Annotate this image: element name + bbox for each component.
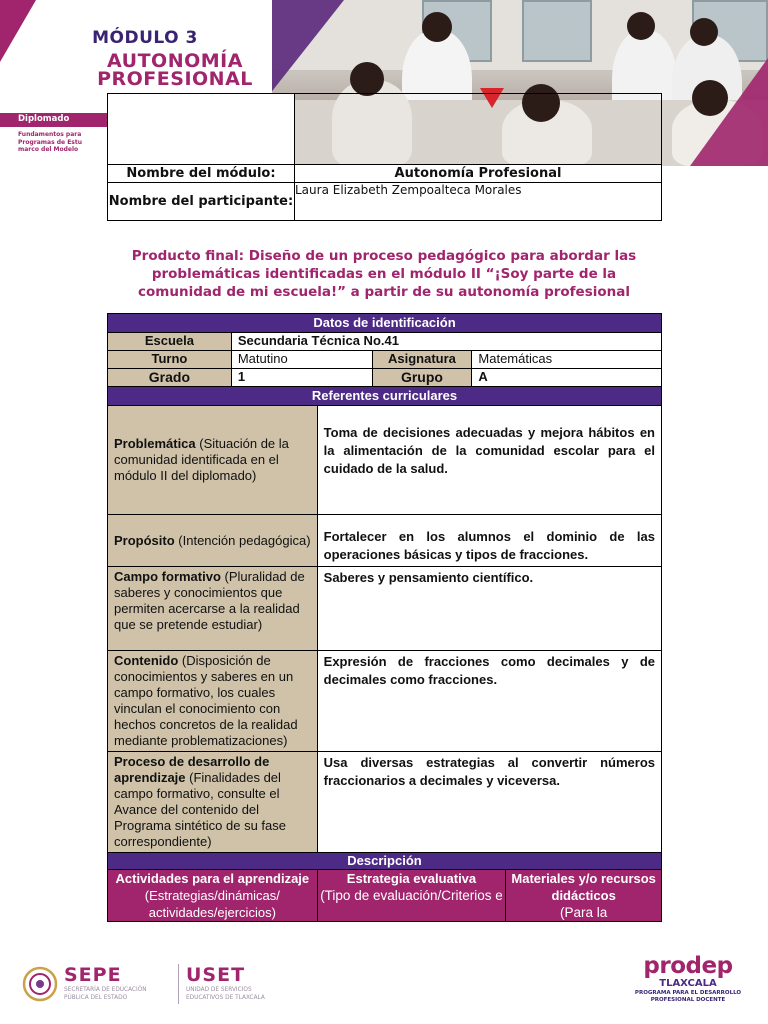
uset-name: USET bbox=[186, 964, 246, 986]
sepe-subtitle: SECRETARÍA DE EDUCACIÓN PÚBLICA DEL ESTADO bbox=[64, 987, 147, 1001]
proceso-desarrollo-label-bold: Proceso de desarrollo de aprendizaje bbox=[114, 754, 270, 785]
planning-table bbox=[107, 313, 662, 922]
grupo-label: Grupo bbox=[372, 369, 472, 387]
materials-column-header bbox=[506, 870, 662, 922]
contenido-label-bold: Contenido bbox=[114, 653, 179, 668]
module-title-line2: PROFESIONAL bbox=[97, 68, 253, 90]
contenido-label-desc: (Disposición de conocimientos y saberes en un campo formativo, los cuales vinculan el conocimiento con hechos concretos de la realidad mediante problematizaciones) bbox=[114, 653, 298, 748]
problematica-label-desc: (Situación de la comunidad identificada en el módulo II del diplomado) bbox=[114, 436, 289, 483]
module-name-value: Autonomía Profesional bbox=[295, 165, 662, 183]
proposito-label bbox=[108, 515, 318, 567]
escuela-label: Escuela bbox=[108, 333, 232, 351]
diplomado-desc-line: Fundamentos para bbox=[18, 131, 82, 138]
contenido-label bbox=[108, 651, 318, 752]
evaluation-column-header bbox=[317, 870, 506, 922]
uset-logo bbox=[186, 964, 291, 1002]
prodep-logo bbox=[628, 954, 748, 1004]
sepe-name: SEPE bbox=[64, 964, 122, 986]
materials-title: Materiales y/o recursos didácticos bbox=[511, 871, 656, 903]
sepe-logo bbox=[64, 964, 174, 1002]
campo-formativo-value: Saberes y pensamiento científico. bbox=[317, 567, 661, 651]
proceso-desarrollo-label bbox=[108, 752, 318, 853]
prodep-state: TLAXCALA bbox=[659, 978, 717, 989]
contenido-value: Expresión de fracciones como decimales y de decimales como fracciones. bbox=[317, 651, 661, 752]
asignatura-value: Matemáticas bbox=[472, 351, 662, 369]
proposito-label-bold: Propósito bbox=[114, 532, 175, 548]
diplomado-desc-line: Programas de Estu bbox=[18, 138, 83, 146]
evaluation-title: Estrategia evaluativa bbox=[346, 871, 477, 886]
prodep-subtitle: PROGRAMA PARA EL DESARROLLO PROFESIONAL DOCENTE bbox=[634, 990, 742, 1003]
grado-label: Grado bbox=[108, 369, 232, 387]
activities-subtitle: (Estrategias/dinámicas/ actividades/ejercicios) bbox=[144, 888, 280, 920]
curricular-header: Referentes curriculares bbox=[108, 387, 662, 406]
activities-title: Actividades para el aprendizaje bbox=[115, 871, 310, 886]
identification-header: Datos de identificación bbox=[108, 314, 662, 333]
grado-value: 1 bbox=[231, 369, 372, 387]
problematica-value: Toma de decisiones adecuadas y mejora hábitos en la alimentación de la comunidad escolar para el cuidado de la salud. bbox=[317, 406, 661, 515]
campo-formativo-label bbox=[108, 567, 318, 651]
campo-formativo-label-bold: Campo formativo bbox=[114, 569, 221, 584]
blank-cell bbox=[295, 94, 662, 165]
blank-cell bbox=[108, 94, 295, 165]
campo-formativo-label-desc: (Pluralidad de saberes y conocimientos que permiten acercarse a la realidad que se pretende estudiar) bbox=[114, 569, 305, 632]
grupo-value: A bbox=[472, 369, 662, 387]
diplomado-description bbox=[18, 131, 108, 154]
proposito-value: Fortalecer en los alumnos el dominio de las operaciones básicas y tipos de fracciones. bbox=[317, 515, 661, 567]
turno-label: Turno bbox=[108, 351, 232, 369]
participant-label: Nombre del participante: bbox=[108, 183, 295, 221]
module-number: MÓDULO 3 bbox=[92, 28, 198, 48]
module-info-table bbox=[107, 93, 662, 221]
asignatura-label: Asignatura bbox=[372, 351, 472, 369]
tlaxcala-seal-icon bbox=[22, 966, 58, 1002]
proceso-desarrollo-value: Usa diversas estrategias al convertir números fraccionarios a decimales y viceversa. bbox=[317, 752, 661, 853]
proposito-label-desc: (Intención pedagógica) bbox=[174, 532, 311, 548]
turno-value: Matutino bbox=[231, 351, 372, 369]
proceso-desarrollo-label-desc: (Finalidades del campo formativo, consulte el Avance del contenido del Programa sintético de su fase correspondiente) bbox=[114, 770, 286, 849]
participant-value: Laura Elizabeth Zempoalteca Morales bbox=[295, 183, 662, 221]
evaluation-subtitle: (Tipo de evaluación/Criterios e bbox=[320, 888, 503, 903]
diplomado-desc-line: marco del Modelo bbox=[18, 146, 79, 154]
activities-column-header bbox=[108, 870, 318, 922]
problematica-label-bold: Problemática bbox=[114, 436, 196, 451]
materials-subtitle: (Para la bbox=[560, 905, 608, 920]
module-title-line1: AUTONOMÍA bbox=[107, 50, 243, 72]
uset-subtitle: UNIDAD DE SERVICIOS EDUCATIVOS DE TLAXCALA bbox=[186, 987, 265, 1001]
module-name-label: Nombre del módulo: bbox=[108, 165, 295, 183]
prodep-name: prodep bbox=[643, 953, 733, 979]
module-title bbox=[60, 52, 290, 88]
product-title: Producto final: Diseño de un proceso pedagógico para abordar las problemáticas identificadas en el módulo II “¡Soy parte de la comunidad de mi escuela!” a partir de su autonomía profesional bbox=[131, 248, 637, 300]
footer bbox=[0, 950, 768, 1024]
problematica-label bbox=[108, 406, 318, 515]
diplomado-label: Diplomado bbox=[18, 114, 70, 124]
escuela-value: Secundaria Técnica No.41 bbox=[231, 333, 661, 351]
description-header: Descripción bbox=[108, 853, 662, 870]
footer-divider bbox=[178, 964, 179, 1004]
